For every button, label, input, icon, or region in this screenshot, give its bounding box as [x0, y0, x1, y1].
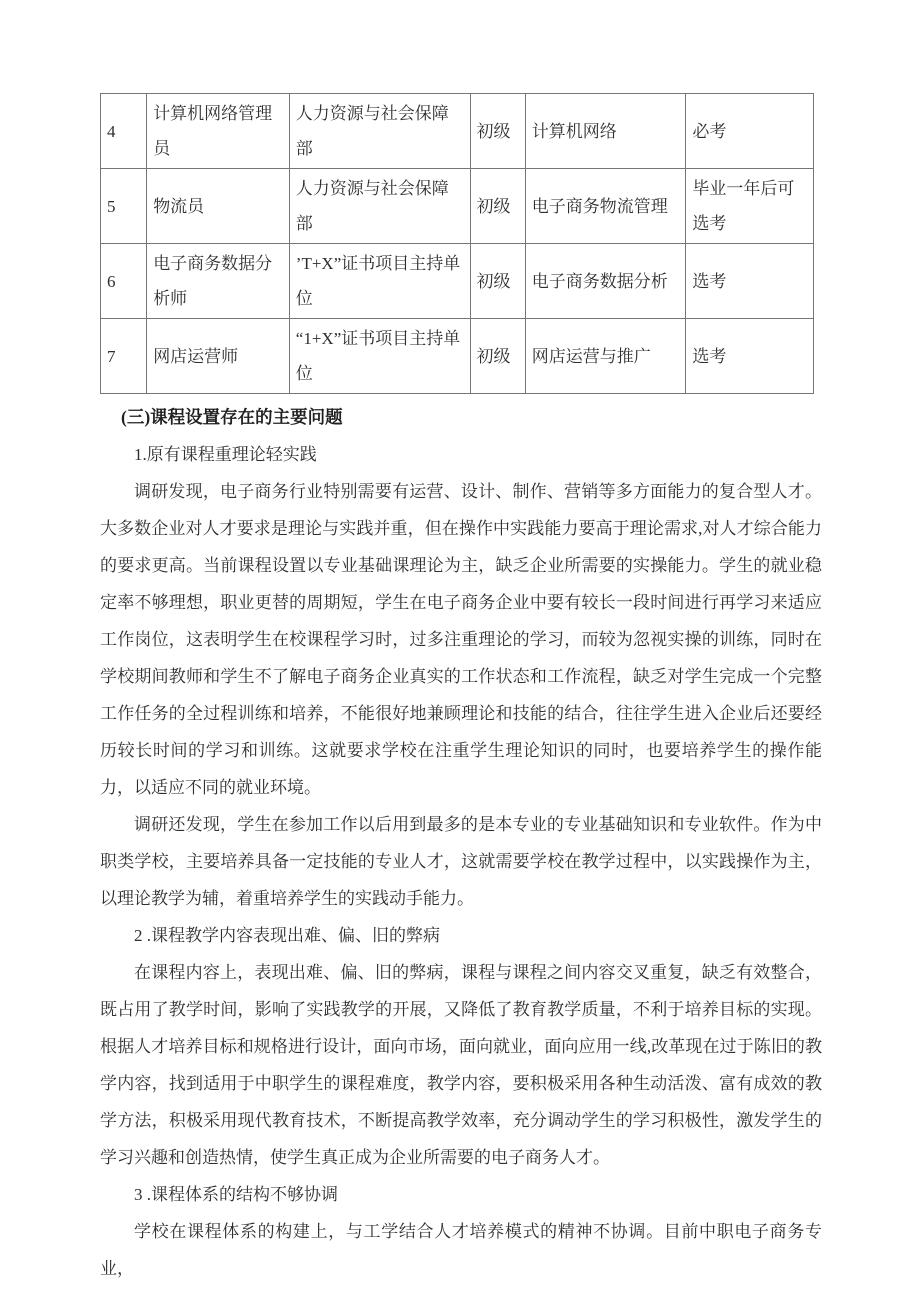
paragraph-4: 学校在课程体系的构建上，与工学结合人才培养模式的精神不协调。目前中职电子商务专业，	[100, 1222, 822, 1278]
cell-cert-name: 网店运营师	[147, 319, 290, 394]
table-row	[101, 169, 814, 244]
subheading-2: 2 .课程教学内容表现出难、偏、旧的弊病	[134, 926, 440, 945]
cell-issuer: “1+X”证书项目主持单位	[289, 319, 470, 394]
cell-level: 初级	[470, 244, 525, 319]
cell-row-number: 7	[101, 319, 147, 394]
cell-row-number: 6	[101, 244, 147, 319]
cell-exam-type: 选考	[686, 319, 814, 394]
cell-issuer: ’T+X”证书项目主持单位	[289, 244, 470, 319]
cell-issuer: 人力资源与社会保障部	[289, 94, 470, 169]
cell-course: 电子商务数据分析	[525, 244, 686, 319]
table-row	[101, 94, 814, 169]
cell-issuer: 人力资源与社会保障部	[289, 169, 470, 244]
cell-cert-name: 电子商务数据分析师	[147, 244, 290, 319]
cell-course: 电子商务物流管理	[525, 169, 686, 244]
certificate-table	[100, 93, 814, 394]
cell-exam-type: 选考	[686, 244, 814, 319]
paragraph-3: 在课程内容上，表现出难、偏、旧的弊病，课程与课程之间内容交叉重复，缺乏有效整合，既占用了教学时间，影响了实践教学的开展，又降低了教育教学质量，不利于培养目标的实现。根据人才培养目标和规格进行设计，面向市场，面向就业，面向应用一线,改革现在过于陈旧的教学内容，找到适用于中职学生的课程难度，教学内容，要积极采用各种生动活泼、富有成效的教学方法，积极采用现代教育技术，不断提高教学效率，充分调动学生的学习积极性，激发学生的学习兴趣和创造热情，使学生真正成为企业所需要的电子商务人才。	[100, 963, 822, 1167]
cell-course: 计算机网络	[525, 94, 686, 169]
cell-exam-type: 毕业一年后可选考	[686, 169, 814, 244]
paragraph-2: 调研还发现，学生在参加工作以后用到最多的是本专业的专业基础知识和专业软件。作为中职类学校，主要培养具备一定技能的专业人才，这就需要学校在教学过程中，以实践操作为主，以理论教学为辅，着重培养学生的实践动手能力。	[100, 815, 822, 908]
table-row	[101, 244, 814, 319]
cell-level: 初级	[470, 94, 525, 169]
cell-row-number: 5	[101, 169, 147, 244]
cell-level: 初级	[470, 319, 525, 394]
subheading-3: 3 .课程体系的结构不够协调	[134, 1185, 338, 1204]
cell-exam-type: 必考	[686, 94, 814, 169]
cell-course: 网店运营与推广	[525, 319, 686, 394]
table-row	[101, 319, 814, 394]
section-heading: (三)课程设置存在的主要问题	[121, 407, 343, 427]
paragraph-1: 调研发现，电子商务行业特别需要有运营、设计、制作、营销等多方面能力的复合型人才。大多数企业对人才要求是理论与实践并重，但在操作中实践能力要高于理论需求,对人才综合能力的要求更高。当前课程设置以专业基础课理论为主，缺乏企业所需要的实操能力。学生的就业稳定率不够理想，职业更替的周期短，学生在电子商务企业中要有较长一段时间进行再学习来适应工作岗位，这表明学生在校课程学习时，过多注重理论的学习，而较为忽视实操的训练，同时在学校期间教师和学生不了解电子商务企业真实的工作状态和工作流程，缺乏对学生完成一个完整工作任务的全过程训练和培养，不能很好地兼顾理论和技能的结合，往往学生进入企业后还要经历较长时间的学习和训练。这就要求学校在注重学生理论知识的同时，也要培养学生的操作能力，以适应不同的就业环境。	[100, 482, 822, 797]
cell-cert-name: 物流员	[147, 169, 290, 244]
subheading-1: 1.原有课程重理论轻实践	[134, 445, 317, 464]
cell-cert-name: 计算机网络管理员	[147, 94, 290, 169]
cell-row-number: 4	[101, 94, 147, 169]
cell-level: 初级	[470, 169, 525, 244]
